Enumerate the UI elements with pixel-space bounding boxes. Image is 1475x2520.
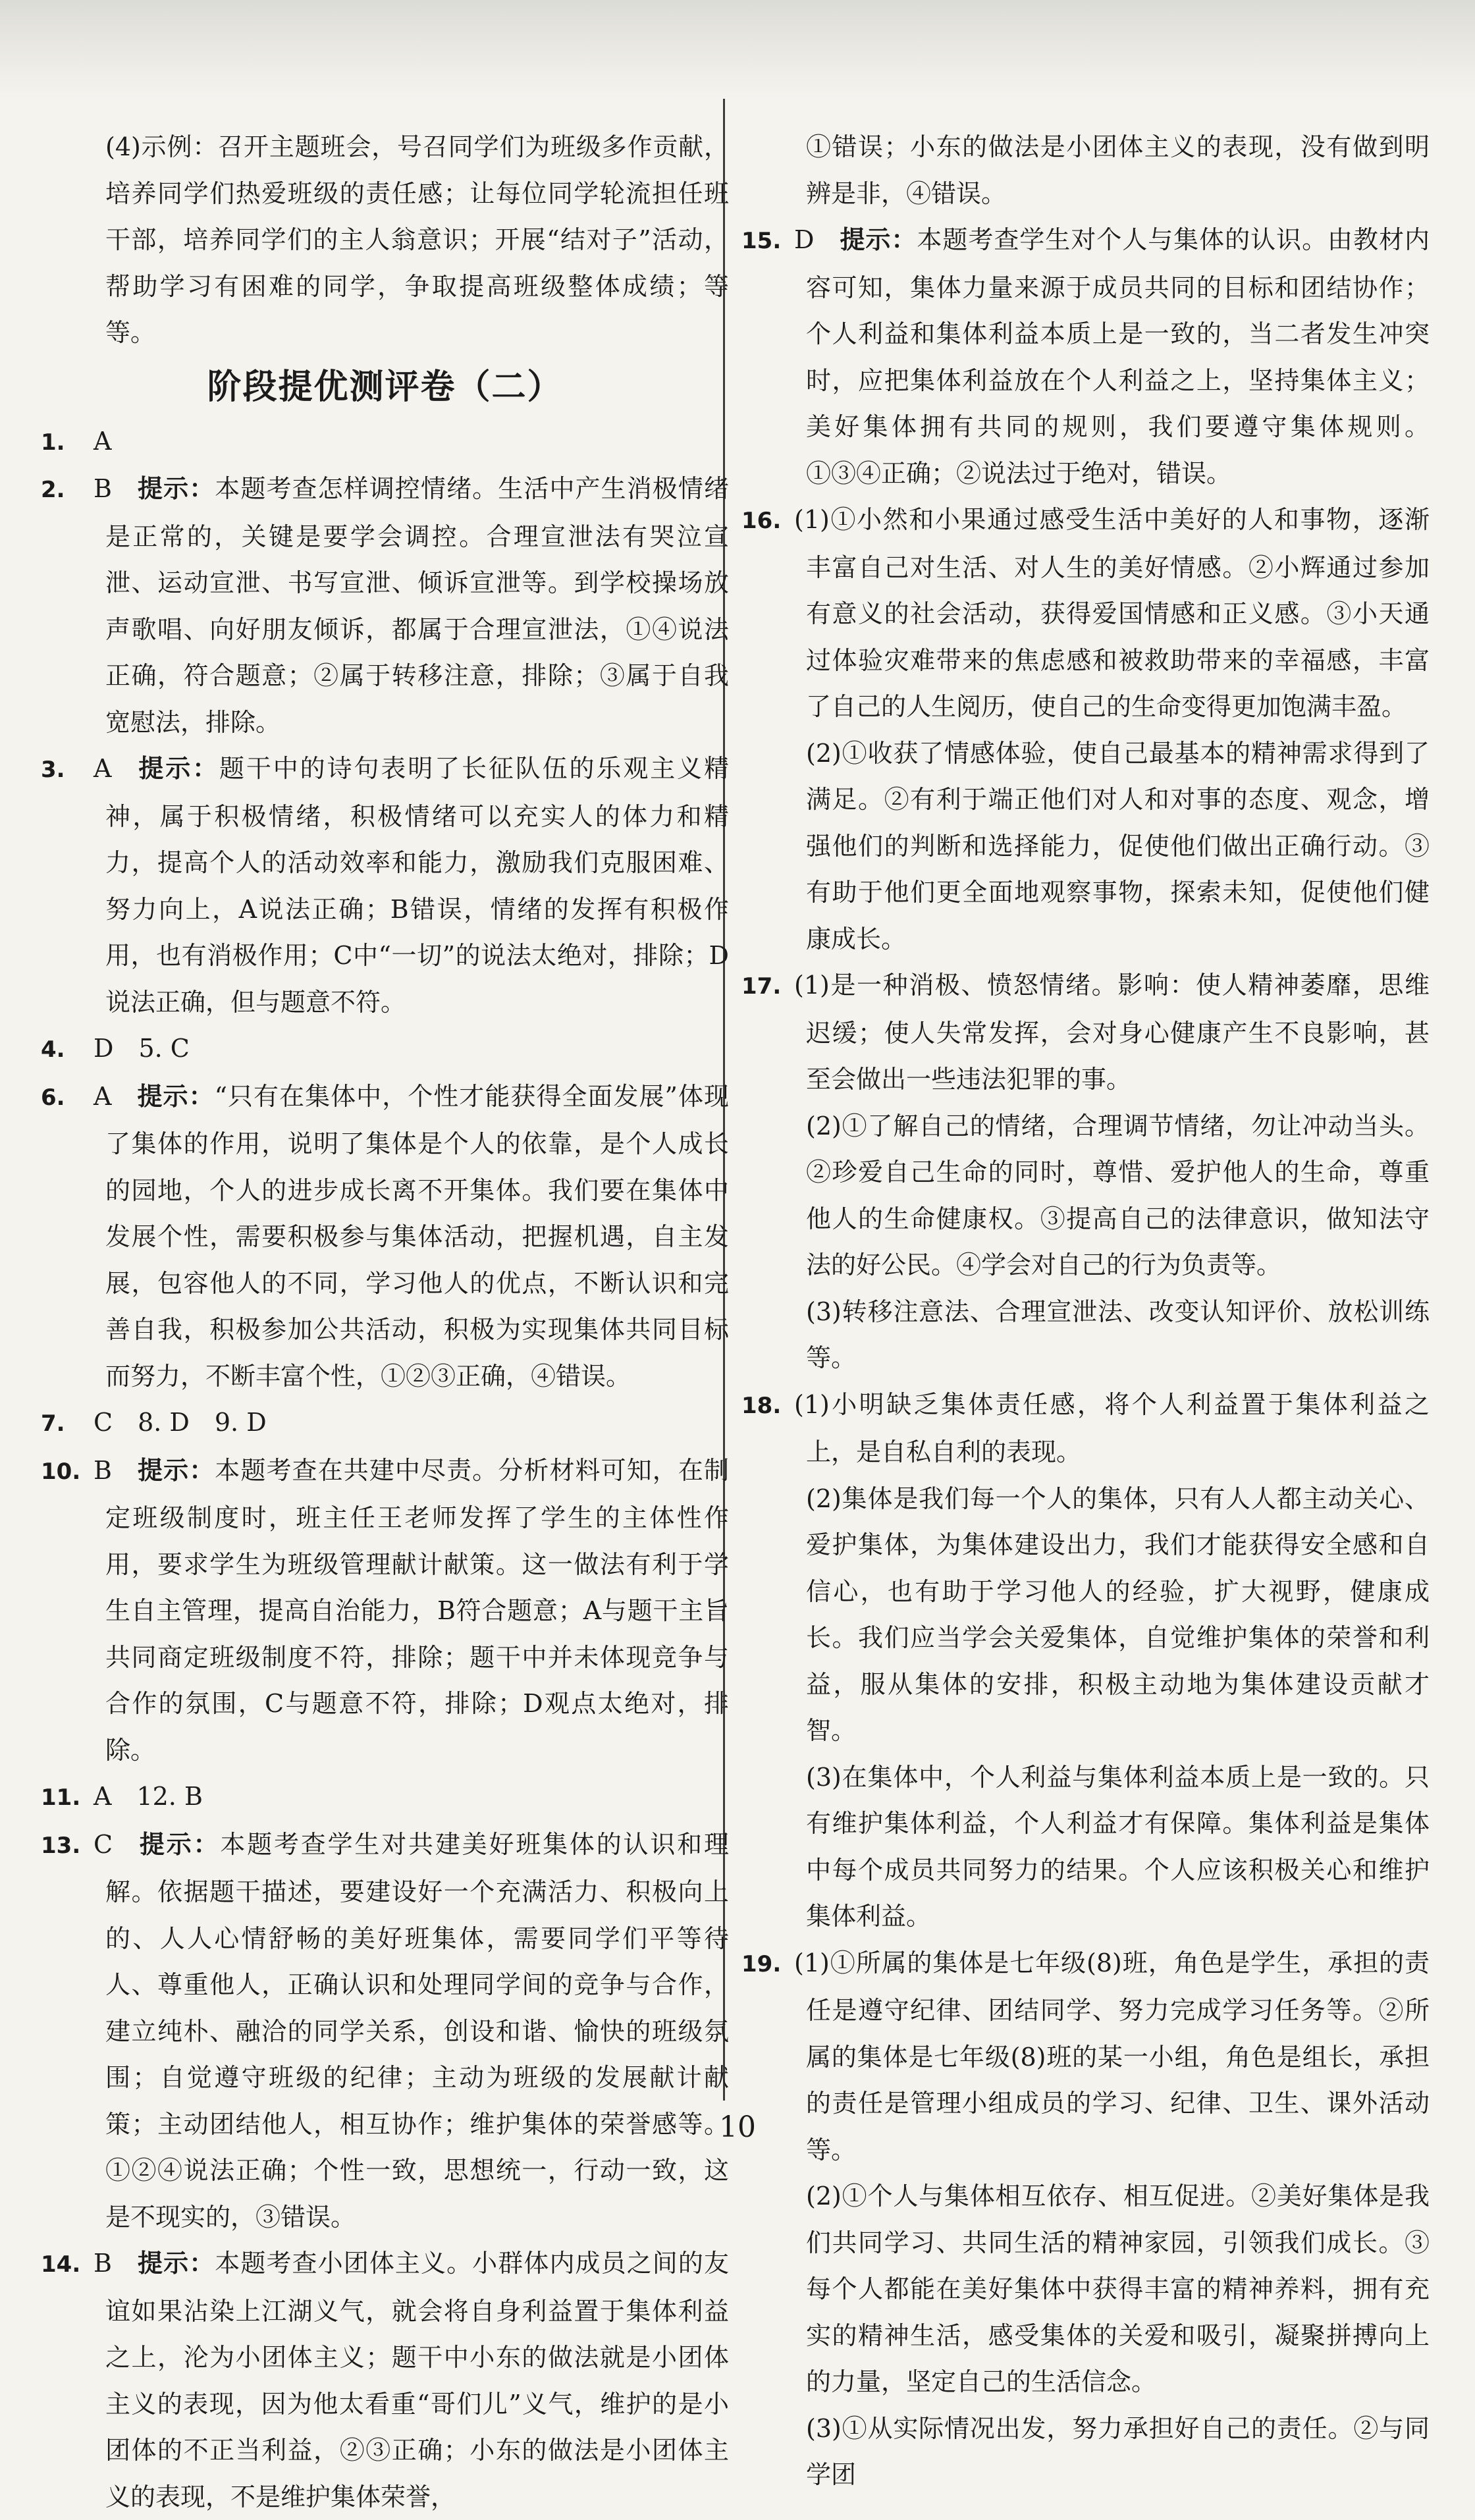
question-number: 7. [41, 1410, 65, 1437]
answer-item [41, 1025, 729, 1073]
answer-text: (1)是一种消极、愤怒情绪。影响：使人精神萎靡，思维迟缓；使人失常发挥，会对身心健康产生不良影响，甚至会做出一些违法犯罪的事。 [794, 971, 1430, 1094]
answer-item [41, 1447, 729, 1774]
question-number: 3. [41, 757, 65, 783]
answer-item [41, 466, 729, 745]
answer-choice: A [94, 754, 112, 783]
answer-choice: B [94, 474, 112, 503]
answer-choice: B [94, 2249, 112, 2278]
left-column [41, 124, 729, 2520]
answer-text: (1)小明缺乏集体责任感，将个人利益置于集体利益之上，是自私自利的表现。 [794, 1389, 1430, 1466]
section-title: 阶段提优测评卷（二） [207, 367, 563, 407]
question-number: 13. [41, 1832, 81, 1859]
question-number: 6. [41, 1084, 65, 1111]
question-number: 15. [741, 228, 782, 254]
answer-item [741, 217, 1430, 496]
answer-item [41, 1773, 729, 1821]
answer-choice: C [94, 1829, 113, 1859]
answer-text: (1)①小然和小果通过感受生活中美好的人和事物，逐渐丰富自己对生活、对人生的美好情感。②小辉通过参加有意义的社会活动，获得爱国情感和正义感。③小天通过体验灾难带来的焦虑感和被救助带来的幸福感，丰富了自己的人生阅历，使自己的生命变得更加饱满丰盈。 [794, 505, 1430, 721]
hint-label: 提示： [839, 225, 917, 254]
answer-text: C 8. D 9. D [94, 1408, 267, 1437]
question-number: 14. [41, 2251, 81, 2278]
answer-text: “只有在集体中，个性才能获得全面发展”体现了集体的作用，说明了集体是个人的依靠，是个人成长的园地，个人的进步成长离不开集体。我们要在集体中发展个性，需要积极参与集体活动，把握机遇，自主发展，包容他人的不同，学习他人的优点，不断认识和完善自我，积极参加公共活动，积极为实现集体共同目标而努力，不断丰富个性，①②③正确，④错误。 [105, 1081, 729, 1391]
question-number: 4. [41, 1036, 65, 1063]
answer-text: 本题考查学生对共建美好班集体的认识和理解。依据题干描述，要建设好一个充满活力、积极向上的、人人心情舒畅的美好班集体，需要同学们平等待人、尊重他人，正确认识和处理同学间的竞争与合作，建立纯朴、融洽的同学关系，创设和谐、愉快的班级氛围；自觉遵守班级的纪律；主动为班级的发展献计献策；主动团结他人，相互协作；维护集体的荣誉感等。①②④说法正确；个性一致，思想统一，行动一致，这是不现实的，③错误。 [105, 1829, 729, 2232]
answer-text: 本题考查小团体主义。小群体内成员之间的友谊如果沾染上江湖义气，就会将自身利益置于集体利益之上，沦为小团体主义；题干中小东的做法就是小团体主义的表现，因为他太看重“哥们儿”义气，维护的是小团体的不正当利益，②③正确；小东的做法是小团体主义的表现，不是维护集体荣誉， [105, 2249, 729, 2511]
question-number: 2. [41, 477, 65, 503]
answer-paragraph [741, 1289, 1430, 1381]
answer-paragraph [741, 1103, 1430, 1289]
hint-label: 提示： [136, 2249, 215, 2278]
answer-item [41, 1821, 729, 2241]
answer-text: (2)集体是我们每一个人的集体，只有人人都主动关心、爱护集体，为集体建设出力，我们才能获得安全感和自信心，也有助于学习他人的经验，扩大视野，健康成长。我们应当学会关爱集体，自觉维护集体的荣誉和利益，服从集体的安排，积极主动地为集体建设贡献才智。 [806, 1484, 1430, 1745]
question-number: 10. [41, 1458, 81, 1485]
answer-text: 题干中的诗句表明了长征队伍的乐观主义精神，属于积极情绪，积极情绪可以充实人的体力和精力，提高个人的活动效率和能力，激励我们克服困难、努力向上，A说法正确；B错误，情绪的发挥有积极作用，也有消极作用；C中“一切”的说法太绝对，排除；D说法正确，但与题意不符。 [105, 754, 729, 1017]
hint-label: 提示： [136, 754, 220, 783]
answer-text: 本题考查怎样调控情绪。生活中产生消极情绪是正常的，关键是要学会调控。合理宣泄法有哭泣宣泄、运动宣泄、书写宣泄、倾诉宣泄等。到学校操场放声歌唱、向好朋友倾诉，都属于合理宣泄法，①④说法正确，符合题意；②属于转移注意，排除；③属于自我宽慰法，排除。 [105, 474, 729, 737]
answer-choice: A [94, 1081, 112, 1111]
answer-text: (4)示例：召开主题班会，号召同学们为班级多作贡献，培养同学们热爱班级的责任感；让每位同学轮流担任班干部，培养同学们的主人翁意识；开展“结对子”活动，帮助学习有困难的同学，争取提高班级整体成绩；等等。 [105, 132, 729, 347]
question-number: 19. [741, 1950, 782, 1977]
answer-text: ①错误；小东的做法是小团体主义的表现，没有做到明辨是非，④错误。 [806, 132, 1430, 208]
answer-text: 本题考查在共建中尽责。分析材料可知，在制定班级制度时，班主任王老师发挥了学生的主体性作用，要求学生为班级管理献计献策。这一做法有利于学生自主管理，提高自治能力，B符合题意；A与题干主旨共同商定班级制度不符，排除；题干中并未体现竞争与合作的氛围，C与题意不符，排除；D观点太绝对，排除。 [105, 1455, 729, 1765]
answer-choice: B [94, 1455, 112, 1485]
question-number: 11. [41, 1784, 81, 1811]
answer-paragraph [741, 124, 1430, 217]
answer-item [741, 962, 1430, 1103]
answer-item [41, 1073, 729, 1400]
answer-text: (2)①收获了情感体验，使自己最基本的精神需求得到了满足。②有利于端正他们对人和对事的态度、观念，增强他们的判断和选择能力，促使他们做出正确行动。③有助于他们更全面地观察事物，探索未知，促使他们健康成长。 [806, 738, 1430, 953]
answer-paragraph [741, 730, 1430, 963]
answer-choice: D [794, 225, 815, 254]
answer-text: (2)①个人与集体相互依存、相互促进。②美好集体是我们共同学习、共同生活的精神家园，引领我们成长。③每个人都能在美好集体中获得丰富的精神养料，拥有充实的精神生活，感受集体的关爱和吸引，凝聚拼搏向上的力量，坚定自己的生活信念。 [806, 2182, 1430, 2396]
answer-text: (2)①了解自己的情绪，合理调节情绪，勿让冲动当头。②珍爱自己生命的同时，尊惜、爱护他人的生命，尊重他人的生命健康权。③提高自己的法律意识，做知法守法的好公民。④学会对自己的行为负责等。 [806, 1111, 1430, 1279]
answer-text: (3)在集体中，个人利益与集体利益本质上是一致的。只有维护集体利益，个人利益才有保障。集体利益是集体中每个成员共同努力的结果。个人应该积极关心和维护集体利益。 [806, 1762, 1430, 1931]
answer-item [41, 418, 729, 466]
answer-text: (1)①所属的集体是七年级(8)班，角色是学生，承担的责任是遵守纪律、团结同学、努力完成学习任务等。②所属的集体是七年级(8)班的某一小组，角色是组长，承担的责任是管理小组成员的学习、纪律、卫生、课外活动等。 [794, 1948, 1430, 2164]
hint-label: 提示： [136, 474, 215, 503]
hint-label: 提示： [136, 1455, 215, 1485]
answer-paragraph [741, 2173, 1430, 2405]
question-number: 16. [741, 508, 782, 534]
question-number: 17. [741, 973, 782, 1000]
scan-top-shadow [0, 0, 1475, 99]
question-number: 1. [41, 429, 65, 456]
question-number: 18. [741, 1392, 782, 1419]
answer-text: A 12. B [94, 1782, 203, 1811]
answer-item [41, 1399, 729, 1447]
answer-text: A [94, 426, 112, 456]
answer-item [741, 496, 1430, 730]
answer-paragraph [41, 124, 729, 356]
answer-item [41, 745, 729, 1025]
hint-label: 提示： [138, 1829, 221, 1859]
answer-text: (3)转移注意法、合理宣泄法、改变认知评价、放松训练等。 [806, 1297, 1430, 1372]
answer-item [741, 1381, 1430, 1476]
answer-text: D 5. C [94, 1034, 190, 1063]
hint-label: 提示： [136, 1081, 215, 1111]
answer-text: 本题考查学生对个人与集体的认识。由教材内容可知，集体力量来源于成员共同的目标和团结协作；个人利益和集体利益本质上是一致的，当二者发生冲突时，应把集体利益放在个人利益之上，坚持集体主义；美好集体拥有共同的规则，我们要遵守集体规则。①③④正确；②说法过于绝对，错误。 [806, 225, 1430, 488]
answer-item [41, 2240, 729, 2520]
page-number: 10 [719, 2110, 756, 2144]
answer-text: (3)①从实际情况出发，努力承担好自己的责任。②与同学团 [806, 2413, 1430, 2489]
answer-paragraph [741, 1476, 1430, 1754]
answer-paragraph [741, 2405, 1430, 2498]
answer-paragraph [741, 1754, 1430, 1940]
